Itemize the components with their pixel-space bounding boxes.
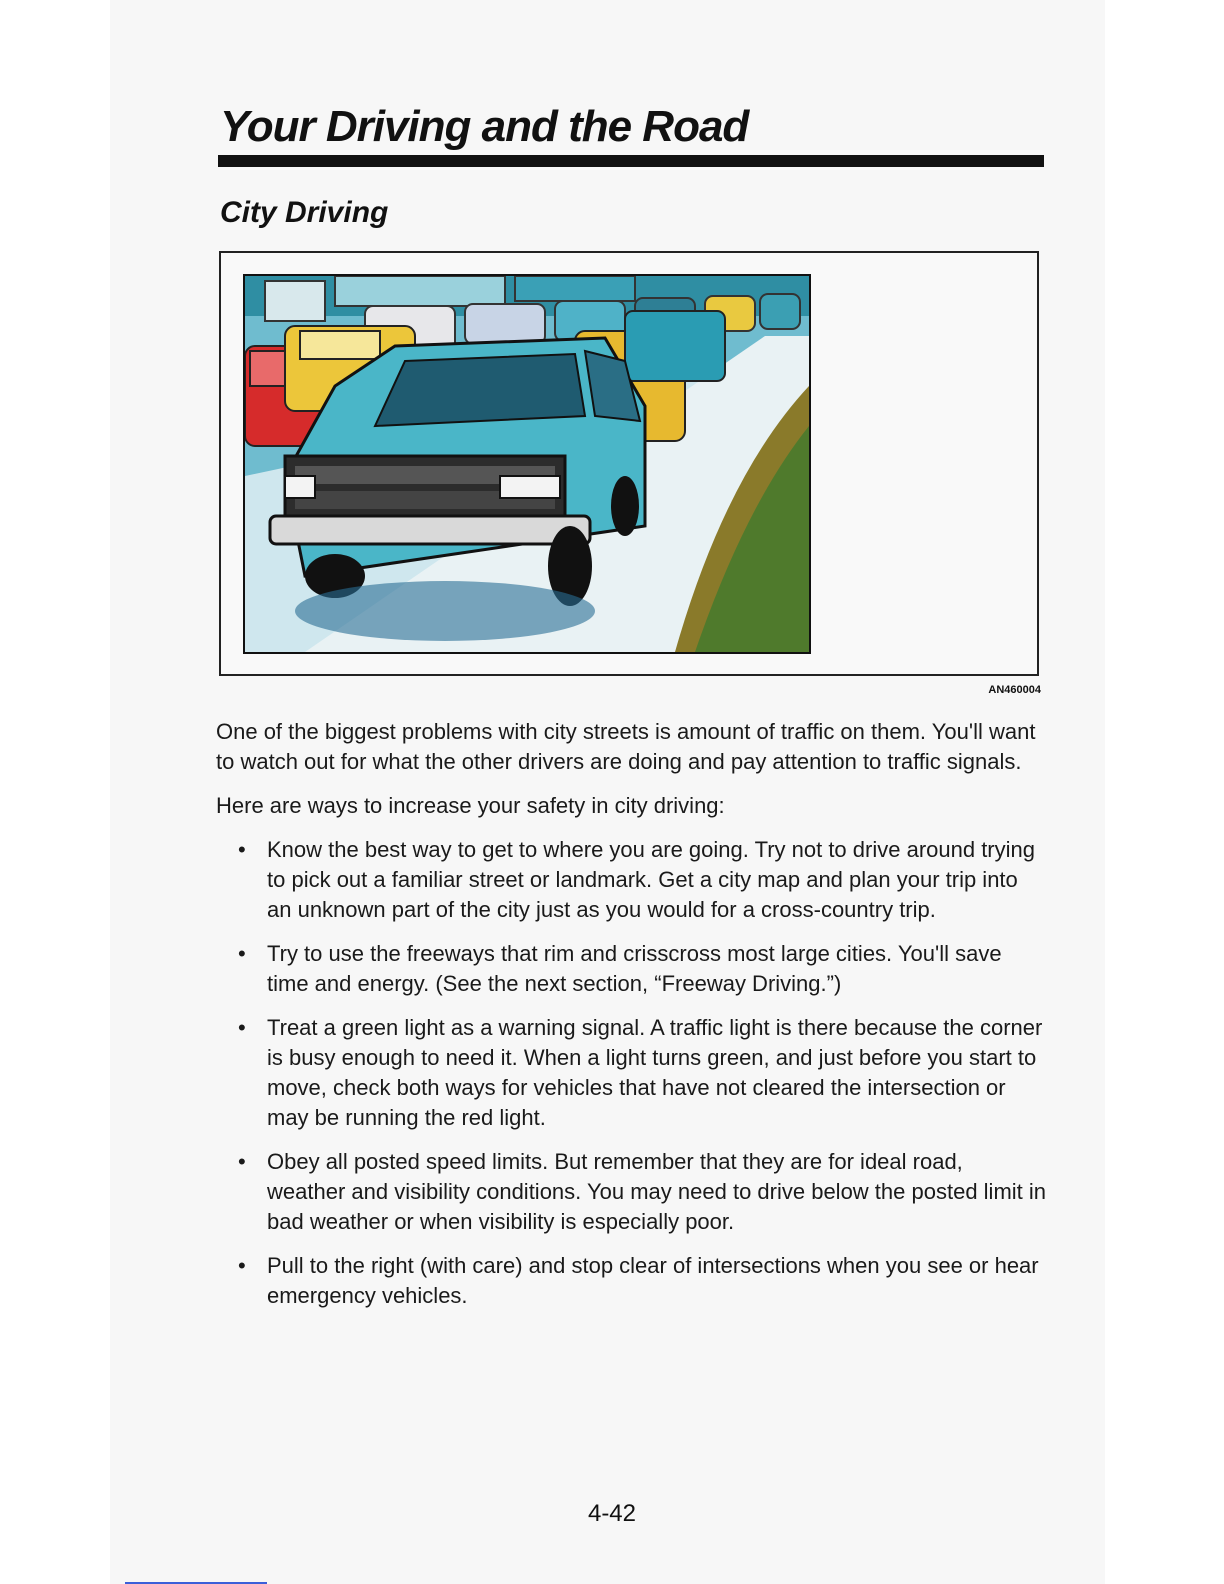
list-item-text: Treat a green light as a warning signal. A traffic light is there because the corner is busy enough to need it. When a light turns green, and just before you start to move, check both ways for vehicles that have not cleared the intersection or may be running the red light. [267, 1015, 1043, 1130]
list-item-text: Try to use the freeways that rim and crisscross most large cities. You'll save time and energy. (See the next section, “Freeway Driving.”) [267, 941, 1002, 996]
list-item-text: Pull to the right (with care) and stop clear of intersections when you see or hear emergency vehicles. [267, 1253, 1039, 1308]
page-title: Your Driving and the Road [220, 102, 749, 151]
list-item [216, 939, 1046, 999]
body-text [216, 717, 1046, 1325]
list-item [216, 1251, 1046, 1311]
bullet-icon: • [238, 941, 246, 966]
bullet-icon: • [238, 1253, 246, 1278]
list-item [216, 1147, 1046, 1237]
bullet-icon: • [238, 1149, 246, 1174]
page-number: 4-42 [587, 1500, 637, 1527]
city-traffic-illustration [243, 274, 811, 654]
list-item [216, 835, 1046, 925]
list-item [216, 1013, 1046, 1133]
figure-id: AN460004 [988, 684, 1041, 696]
bullet-icon: • [238, 1015, 246, 1040]
list-item-text: Know the best way to get to where you are going. Try not to drive around trying to pick out a familiar street or landmark. Get a city map and plan your trip into an unknown part of the city just as you would for a cross-country trip. [267, 837, 1035, 922]
title-rule [218, 155, 1044, 167]
bullet-icon: • [238, 837, 246, 862]
list-item-text: Obey all posted speed limits. But remember that they are for ideal road, weather and visibility conditions. You may need to drive below the posted limit in bad weather or when visibility is especially poor. [267, 1149, 1047, 1234]
intro-paragraph: One of the biggest problems with city streets is amount of traffic on them. You'll want to watch out for what the other drivers are doing and pay attention to traffic signals. [216, 719, 1036, 774]
section-title: City Driving [220, 196, 389, 229]
lead-paragraph: Here are ways to increase your safety in city driving: [216, 793, 725, 818]
safety-tips-list [216, 835, 1046, 1311]
